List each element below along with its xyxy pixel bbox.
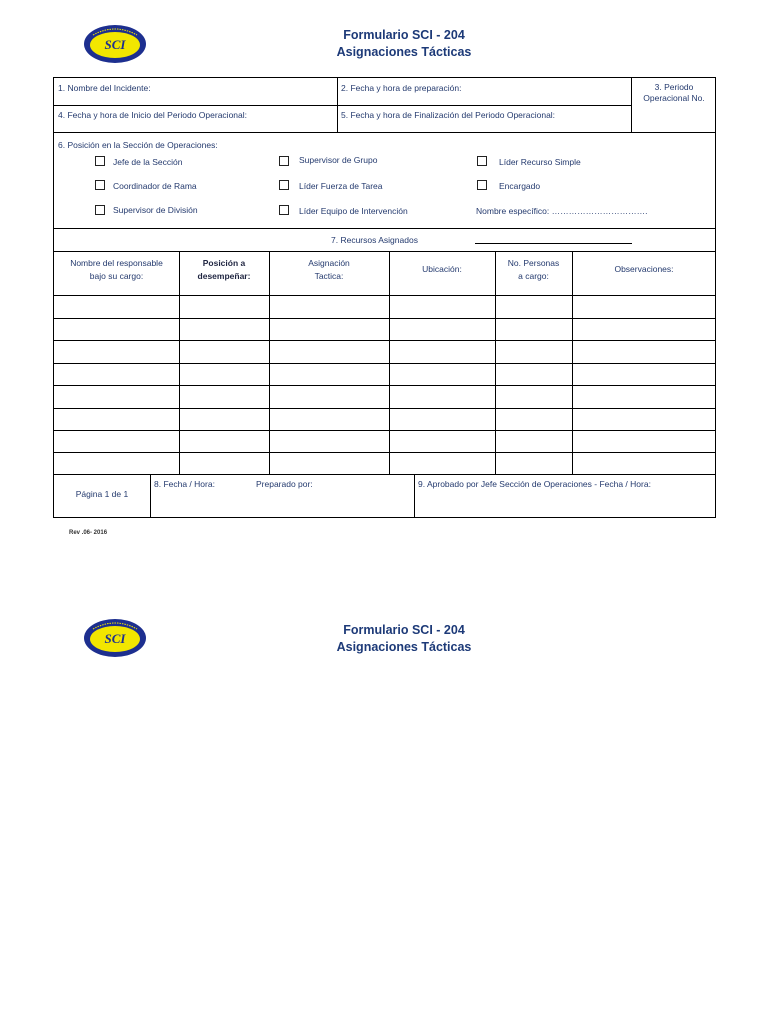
checkbox-encargado[interactable]	[477, 180, 487, 190]
checkbox-lider-recurso-simple[interactable]	[477, 156, 487, 166]
header-text: bajo su cargo:	[89, 271, 144, 281]
header-people-count	[495, 257, 572, 283]
checkbox-lider-equipo-intervencion[interactable]	[279, 205, 289, 215]
header-text: Asignación	[308, 258, 350, 268]
specific-name-field[interactable]: Nombre específico: …………………………….	[476, 206, 648, 216]
revision-label: Rev .06- 2016	[69, 530, 108, 536]
preparation-date-label: 2. Fecha y hora de preparación:	[341, 83, 462, 93]
header-text: Nombre del responsable	[70, 258, 163, 268]
header-responsible-name	[54, 257, 179, 283]
form-subtitle: Asignaciones Tácticas	[336, 45, 472, 59]
position-option-label: Jefe de la Sección	[113, 157, 183, 167]
header-text: No. Personas	[507, 258, 560, 268]
checkbox-supervisor-division[interactable]	[95, 205, 105, 215]
operations-position-label: 6. Posición en la Sección de Operaciones:	[58, 140, 218, 150]
position-option-label: Líder Recurso Simple	[499, 157, 581, 167]
sci-logo	[83, 24, 147, 64]
checkbox-supervisor-grupo[interactable]	[279, 156, 289, 166]
position-option-label: Supervisor de División	[113, 205, 198, 215]
assigned-resources-label: 7. Recursos Asignados	[331, 235, 418, 245]
svg-text:SCI: SCI	[104, 631, 126, 646]
sci-logo	[83, 618, 147, 658]
header-text: Tactica:	[314, 271, 344, 281]
operational-period-line2: Operacional No.	[643, 93, 705, 103]
position-option-label: Líder Equipo de Intervención	[299, 206, 408, 216]
position-option-label: Encargado	[499, 181, 541, 191]
checkbox-jefe-seccion[interactable]	[95, 156, 105, 166]
checkbox-lider-fuerza-tarea[interactable]	[279, 180, 289, 190]
approved-by-label: 9. Aprobado por Jefe Sección de Operaciones - Fecha / Hora:	[418, 479, 651, 489]
period-end-label: 5. Fecha y hora de Finalización del Periodo Operacional:	[341, 110, 556, 120]
svg-text:SCI: SCI	[104, 37, 126, 52]
header-observations	[572, 263, 716, 276]
form-subtitle: Asignaciones Tácticas	[336, 640, 472, 654]
incident-name-label: 1. Nombre del Incidente:	[58, 83, 151, 93]
form-sci-204	[53, 77, 716, 518]
checkbox-coordinador-rama[interactable]	[95, 180, 105, 190]
header-text: desempeñar:	[197, 271, 251, 281]
header-text: Observaciones:	[614, 264, 674, 274]
form-title: Formulario SCI - 204	[343, 28, 465, 42]
header-text: Posición a	[202, 258, 246, 268]
form-title-block	[300, 622, 508, 656]
form-title-block	[300, 27, 508, 61]
header-location	[389, 263, 495, 276]
position-option-label: Supervisor de Grupo	[299, 155, 378, 165]
header-tactical-assignment	[269, 257, 389, 283]
operational-period-line1: 3. Periodo	[654, 82, 694, 92]
position-option-label: Líder Fuerza de Tarea	[299, 181, 383, 191]
header-text: Ubicación:	[422, 264, 462, 274]
form-title: Formulario SCI - 204	[343, 623, 465, 637]
page-number: Página 1 de 1	[75, 489, 129, 499]
header-text: a cargo:	[518, 271, 549, 281]
prepared-by-label: Preparado por:	[256, 479, 313, 489]
position-option-label: Coordinador de Rama	[113, 181, 197, 191]
assigned-resources-line	[475, 243, 632, 244]
period-start-label: 4. Fecha y hora de Inicio del Periodo Operacional:	[58, 110, 248, 120]
operational-period-label	[632, 82, 716, 104]
date-time-label: 8. Fecha / Hora:	[154, 479, 215, 489]
header-position	[179, 257, 269, 283]
